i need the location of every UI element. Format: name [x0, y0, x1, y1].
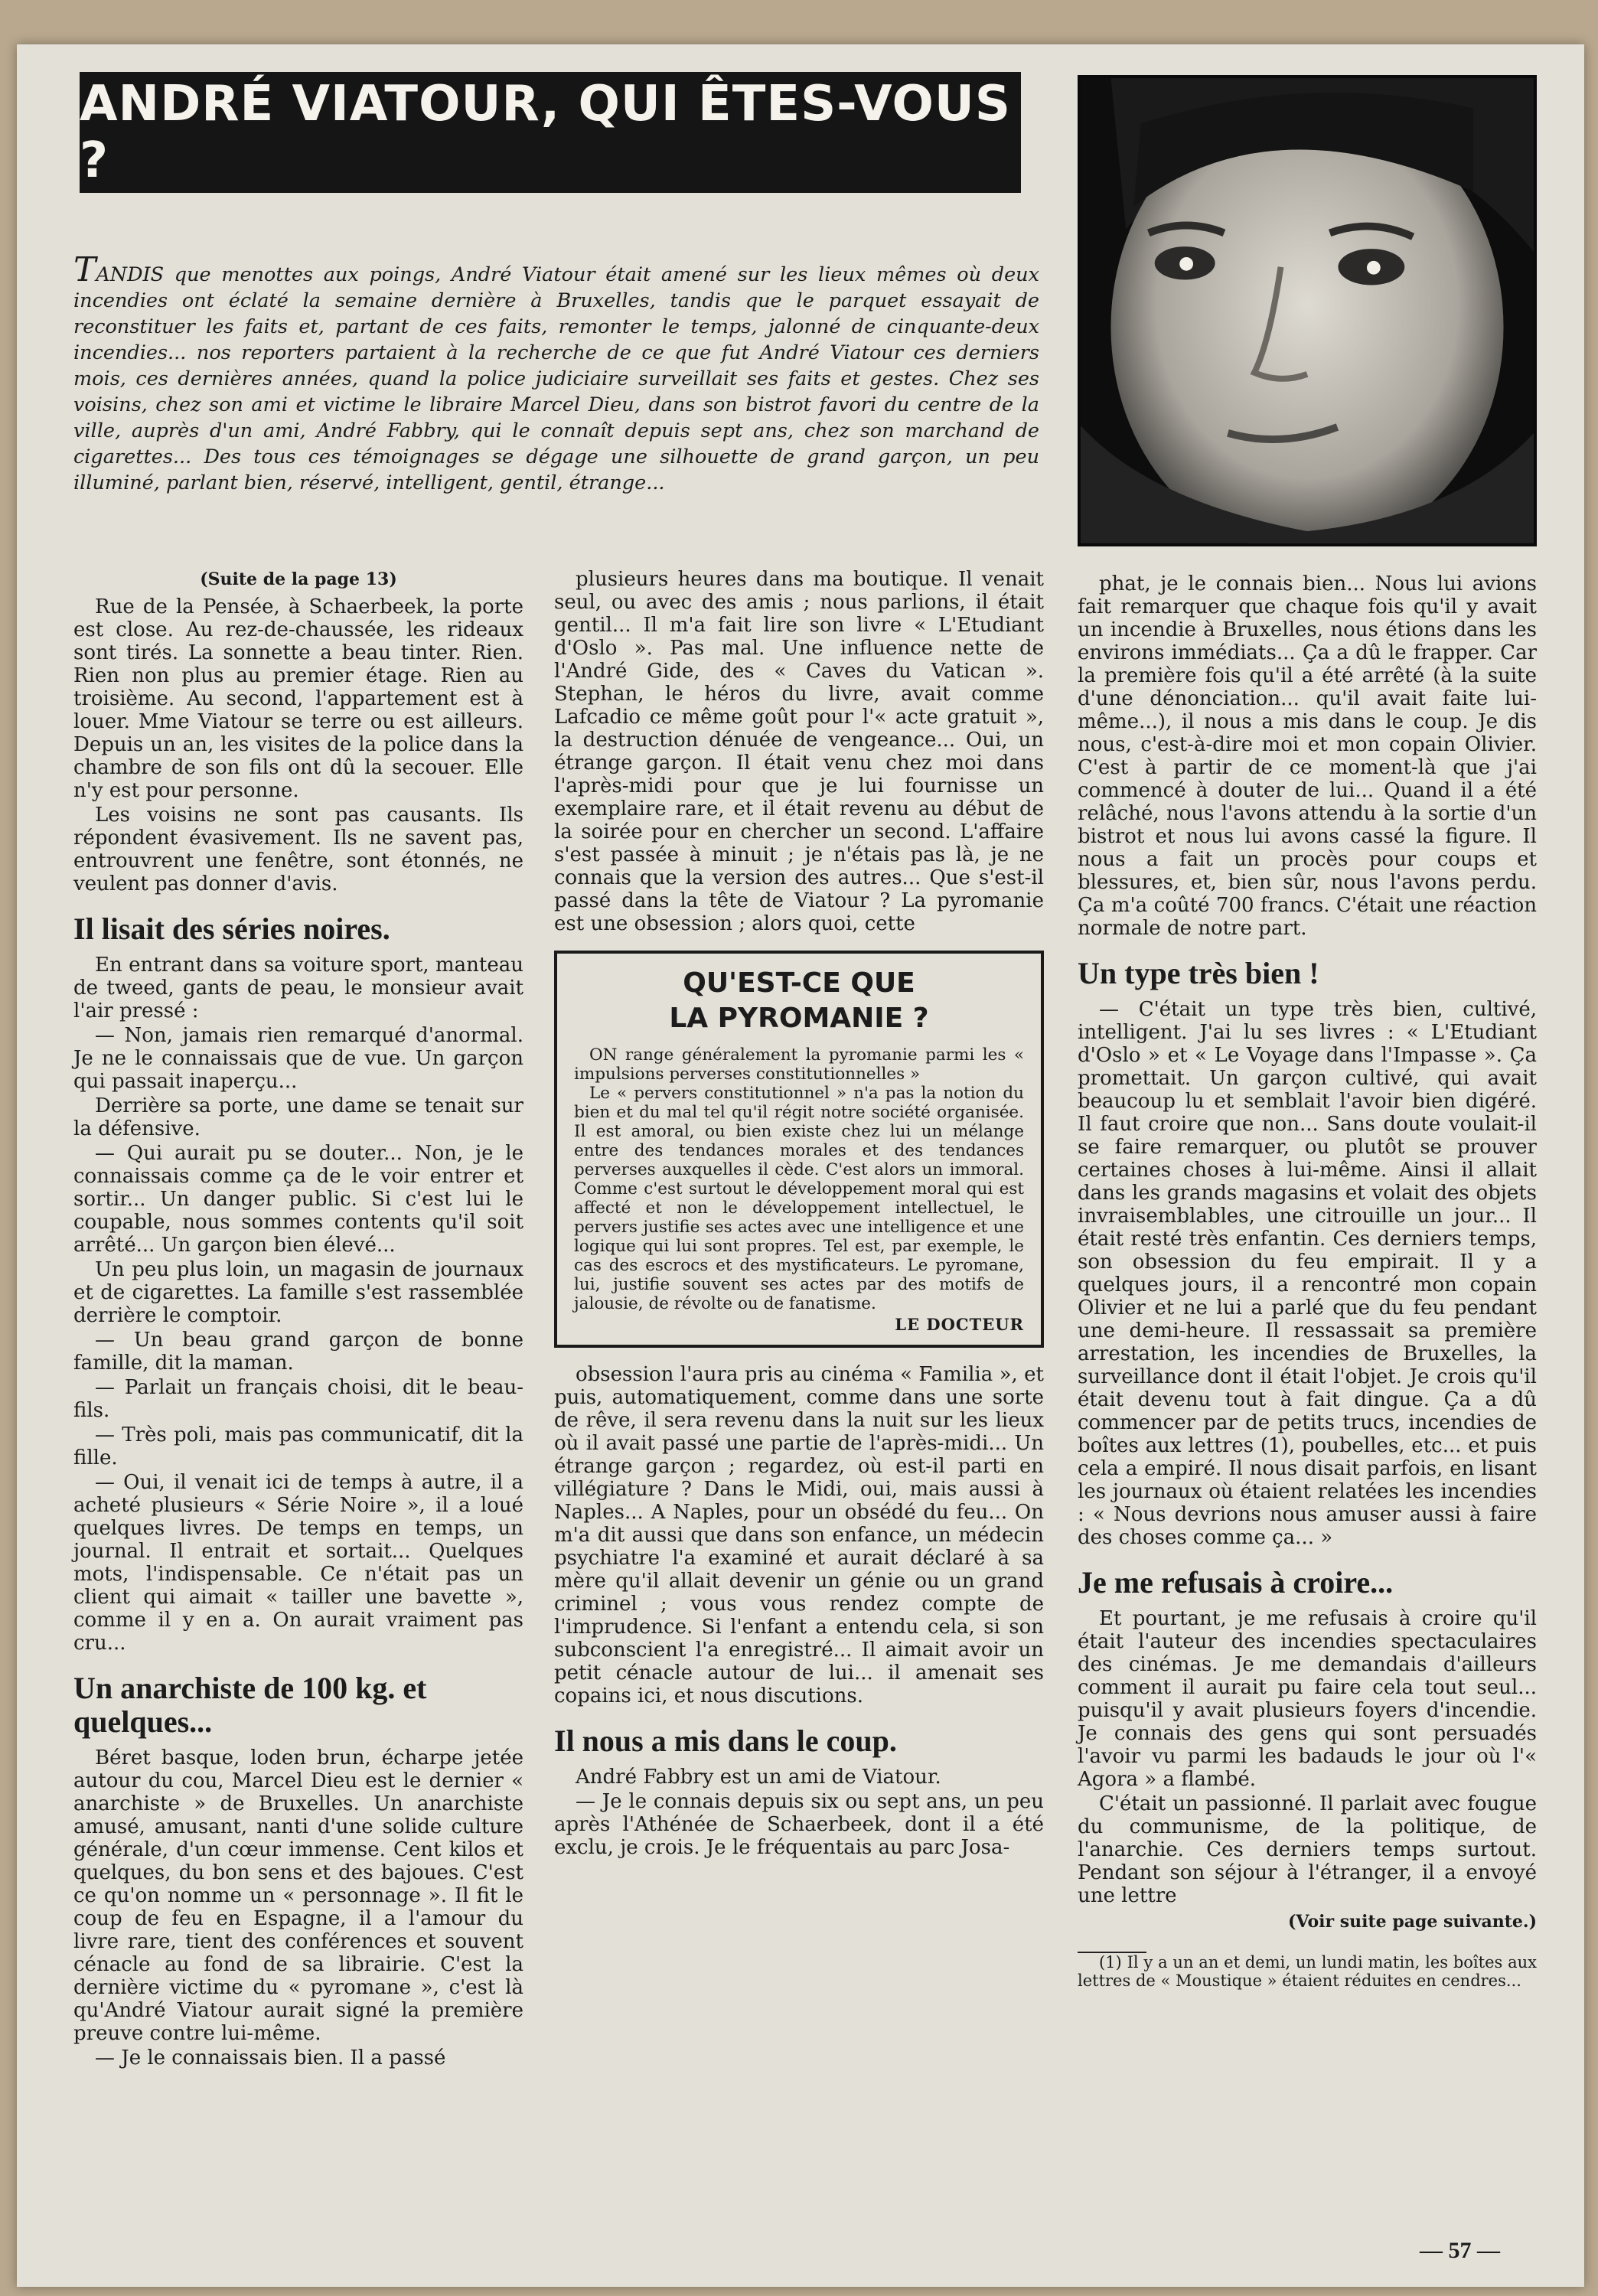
intro-paragraph: TANDIS que menottes aux poings, André Viatour était amené sur les lieux mêmes où deux incendies ont éclaté la semaine dernière à Bruxelles, tandis que le parquet essayait de reconstituer les faits et, partant de ces faits, remonter le temps, jalonné de cinquante-deux incendies... nos reporters partaient à la recherche de ce que fut André Viatour ces derniers mois, ces dernières années, quand la police judiciaire surveillait ses faits et gestes. Chez ses voisins, chez son ami et victime le libraire Marcel Dieu, dans son bistrot favori du centre de la ville, auprès d'un ami, André Fabbry, qui le connaît depuis sept ans, chez son marchand de cigarettes... Des tous ces témoignages se dégage une silhouette de grand garçon, un peu illuminé, parlant bien, réservé, intelligent, gentil, étrange... — [73, 249, 1039, 494]
continued-from-note: (Suite de la page 13) — [200, 569, 397, 589]
paragraph: En entrant dans sa voiture sport, manteau de tweed, gants de peau, le monsieur avait l'air pressé : — [73, 954, 523, 1022]
paragraph: — Qui aurait pu se douter... Non, je le connaissais comme ça de le voir entrer et sortir... Un danger public. Si c'est lui le coupable, nous sommes contents qu'il soit arrêté... Un garçon bien élevé... — [73, 1142, 523, 1257]
paragraph: Les voisins ne sont pas causants. Ils répondent évasivement. Ils ne savent pas, entrouvrent une fenêtre, sont étonnés, ne veulent pas donner d'avis. — [73, 804, 523, 895]
box-signature: LE DOCTEUR — [895, 1315, 1024, 1334]
paragraph: C'était un passionné. Il parlait avec fougue du communisme, de la politique, de l'anarchie. Ces derniers temps surtout. Pendant son séjour à l'étranger, il a envoyé une lettre — [1078, 1792, 1537, 1907]
subheading: Il lisait des séries noires. — [73, 912, 390, 946]
subheading: Un anarchiste de 100 kg. et quelques... — [73, 1671, 427, 1739]
paragraph: — Je le connaissais bien. Il a passé — [95, 2047, 446, 2069]
box-paragraph: Le « pervers constitutionnel » n'a pas la notion du bien et du mal tel qu'il régit notre société organisée. Il est amoral, ou bien existe chez lui un mélange entre des tendances morales et des tendances perverses auxquelles il cède. C'est alors un immoral. Comme c'est surtout le développement moral qui est affecté et non le développement intellectuel, le pervers justifie ses actes avec une intelligence et une logique qui lui sont propres. Tel est, par exemple, le cas des escrocs et des mystificateurs. Le pyromane, lui, justifie souvent ses actes par des motifs de jalousie, de révolte ou de fanatisme. — [574, 1084, 1024, 1313]
pyromania-sidebar-box — [554, 951, 1044, 1348]
subheading: Un type très bien ! — [1078, 956, 1319, 990]
paragraph: Et pourtant, je me refusais à croire qu'il était l'auteur des incendies spectaculaires des cinémas. Je me demandais d'ailleurs comment il aurait pu faire cela tout seul... puisqu'il y avait plusieurs foyers d'incendie. Je connais des gens qui sont persuadés l'avoir vu parmi les badauds le jour où l'« Agora » a flambé. — [1078, 1607, 1537, 1791]
paragraph: — Oui, il venait ici de temps à autre, il a acheté plusieurs « Série Noire », il a loué quelques livres. De temps en temps, un journal. Il entrait et sortait... Quelques mots, l'indispensable. Ce n'était pas un client qui aimait « tailler une bavette », comme il y en a. On aurait vraiment pas cru... — [73, 1471, 523, 1655]
paragraph: plusieurs heures dans ma boutique. Il venait seul, ou avec des amis ; nous parlions, il était gentil... Il m'a fait lire son livre « L'Etudiant d'Oslo ». Pas mal. Une influence nette de l'André Gide, des « Caves du Vatican ». Stephan, le héros du livre, avait comme Lafcadio ce même goût pour l'« acte gratuit », la destruction dénuée de vengeance... Oui, un étrange garçon. Il était venu chez moi dans l'après-midi pour que je lui fournisse un exemplaire rare, et il était revenu au début de la soirée pour en chercher un second. L'affaire s'est passée à minuit ; je n'étais pas là, je ne connais que la version des autres... Que s'est-il passé dans la tête de Viatour ? La pyromanie est une obsession ; alors quoi, cette — [554, 568, 1044, 935]
paragraph: — Parlait un français choisi, dit le beau-fils. — [73, 1376, 523, 1422]
continued-on-note: (Voir suite page suivante.) — [1288, 1912, 1537, 1932]
paragraph: Un peu plus loin, un magasin de journaux et de cigarettes. La famille s'est rassemblée derrière le comptoir. — [73, 1258, 523, 1327]
column-1 — [73, 568, 523, 2071]
box-paragraph: ON range généralement la pyromanie parmi les « impulsions perverses constitutionnelles » — [574, 1045, 1024, 1084]
page-number: — 57 — — [1420, 2238, 1500, 2263]
portrait-photo — [1078, 75, 1537, 546]
subheading: Je me refusais à croire... — [1078, 1565, 1394, 1600]
paragraph: obsession l'aura pris au cinéma « Familia », et puis, automatiquement, comme dans une sorte de rêve, il sera revenu dans la nuit sur les lieux où il avait passé une partie de l'après-midi... Un étrange garçon ; regardez, où est-il parti en villégiature ? Dans le Midi, oui, mais aussi à Naples... A Naples, pour un obsédé du feu... On m'a dit aussi que dans son enfance, un médecin psychiatre l'a examiné et aurait déclaré à sa mère qu'il allait devenir un génie ou un grand criminel ; vous vous rendez compte de l'imprudence. Si l'enfant a entendu cela, si son subconscient l'a enregistré... Il aimait avoir un petit cénacle autour de lui... il amenait ses copains ici, et nous discutions. — [554, 1363, 1044, 1707]
paragraph: phat, je le connais bien... Nous lui avions fait remarquer que chaque fois qu'il y avait un incendie à Bruxelles, nous étions dans les environs immédiats... Ça a dû le frapper. Car la première fois qu'il a été arrêté (à la suite d'une dénonciation... qu'il avait faite lui-même...), il nous a mis dans le coup. Je dis nous, c'est-à-dire moi et mon copain Olivier. C'est à partir de ce moment-là que j'ai commencé à douter de lui... Quand il a été relâché, nous l'avons attendu à la sortie d'un bistrot et nous lui avons cassé la figure. Il nous a fait un procès pour coups et blessures, et, bien sûr, nous l'avons perdu. Ça m'a coûté 700 francs. C'était une réaction normale de notre part. — [1078, 572, 1537, 940]
paragraph: Rue de la Pensée, à Schaerbeek, la porte est close. Au rez-de-chaussée, les rideaux sont tirés. La sonnette a beau tinter. Rien. Rien non plus au premier étage. Rien au troisième. Au second, l'appartement est à louer. Mme Viatour se terre ou est ailleurs. Depuis un an, les visites de la police dans la chambre de son fils ont dû la secouer. Elle n'y est pour personne. — [73, 595, 523, 802]
paragraph: — Non, jamais rien remarqué d'anormal. Je ne le connaissais que de vue. Un garçon qui passait inaperçu... — [73, 1024, 523, 1093]
paragraph: — C'était un type très bien, cultivé, intelligent. J'ai lu ses livres : « L'Etudiant d'Oslo » et « Le Voyage dans l'Impasse ». Ça promettait. Un garçon cultivé, qui avait beaucoup lu et semblait l'avoir bien digéré. Il faut croire que non... Sans doute voulait-il se faire remarquer, ou plutôt se prouver certaines choses à lui-même. Ainsi il allait dans les grands magasins et volait des objets invraisemblables, une citrouille un jour... Il était resté très enfantin. Ces derniers temps, son obsession du feu empirait. Il y a quelques jours, il a rencontré mon copain Olivier et ne lui a parlé que du feu pendant une demi-heure. Il ressassait sa première arrestation, les incendies de Bruxelles, la surveillance dont il était l'objet. Je crois qu'il était devenu tout à fait dingue. Ça a dû commencer par de petits trucs, incendies de boîtes aux lettres (1), poubelles, etc... et puis cela a empiré. Il nous disait parfois, en lisant les journaux où étaient relatées les incendies : « Nous devrions nous amuser aussi à faire des choses comme ça... » — [1078, 998, 1537, 1549]
paragraph: Derrière sa porte, une dame se tenait sur la défensive. — [73, 1094, 523, 1140]
subheading: Il nous a mis dans le coup. — [554, 1724, 897, 1758]
portrait-image — [1081, 78, 1534, 543]
box-title — [574, 966, 1024, 1036]
column-2 — [554, 568, 1044, 1861]
paragraph: Béret basque, loden brun, écharpe jetée autour du cou, Marcel Dieu est le dernier « anarchiste » de Bruxelles. Un anarchiste amusé, amusant, nanti d'une solide culture générale, d'un cœur immense. Cent kilos et quelques, du bon sens et des bajoues. C'est ce qu'on nomme un « personnage ». Il fit le coup de feu en Espagne, il a l'amour du livre rare, tient des conférences et souvent cénacle au fond de sa librairie. C'est la dernière victime du « pyromane », c'est là qu'André Viatour aurait signé la première preuve contre lui-même. — [73, 1746, 523, 2045]
paragraph: — Très poli, mais pas communicatif, dit la fille. — [73, 1424, 523, 1469]
article-title: ANDRÉ VIATOUR, QUI ÊTES-VOUS ? — [80, 72, 1021, 193]
paragraph: — Un beau grand garçon de bonne famille, dit la maman. — [73, 1329, 523, 1375]
box-title-line: QU'EST-CE QUE — [683, 967, 915, 999]
footnote: (1) Il y a un an et demi, un lundi matin, les boîtes aux lettres de « Moustique » étaient réduites en cendres... — [1078, 1953, 1537, 1990]
paragraph: — Je le connais depuis six ou sept ans, un peu après l'Athénée de Schaerbeek, dont il a été exclu, je crois. Je le fréquentais au parc Josa- — [554, 1790, 1044, 1859]
paragraph: André Fabbry est un ami de Viatour. — [576, 1766, 941, 1789]
column-3 — [1078, 572, 1537, 1990]
magazine-page — [17, 44, 1584, 2287]
box-title-line: LA PYROMANIE ? — [669, 1003, 929, 1034]
